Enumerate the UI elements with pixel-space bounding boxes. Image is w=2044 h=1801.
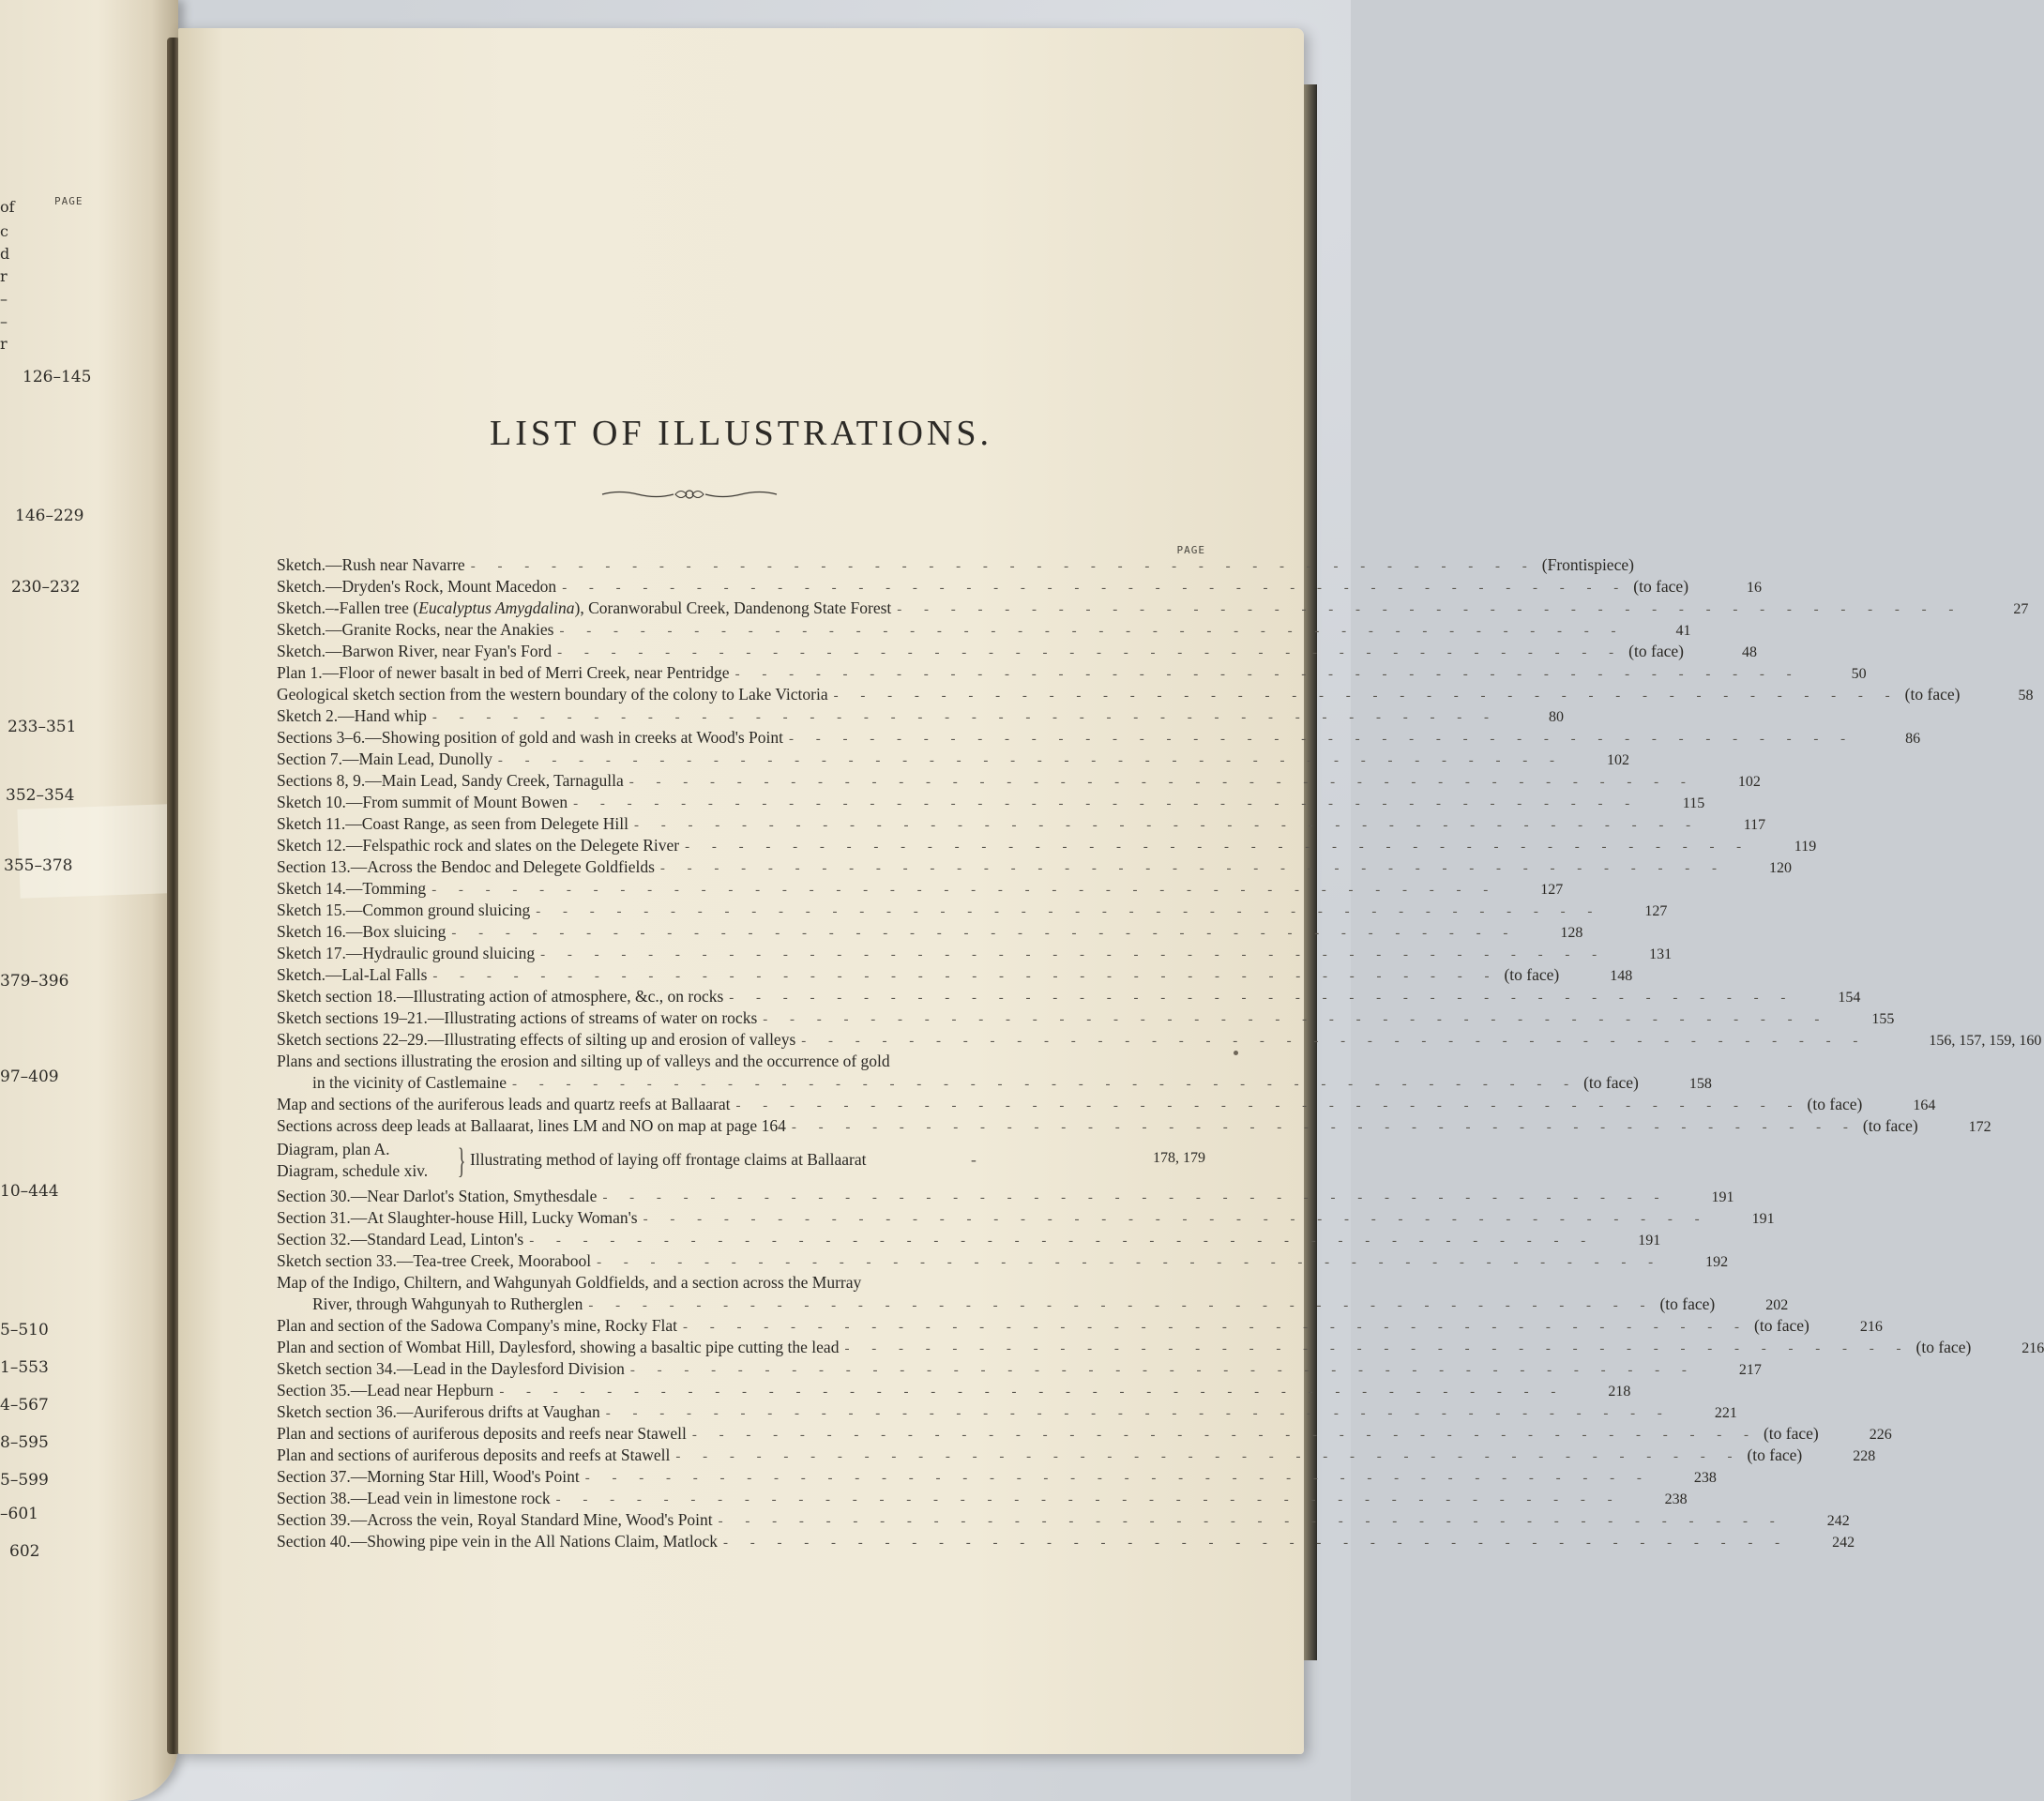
entry-page-number: 80: [1548, 709, 1564, 725]
left-page-range: 230–232: [11, 578, 81, 597]
left-page-range: 8–595: [0, 1433, 49, 1452]
illustration-entry: [277, 1424, 1892, 1445]
entry-page-number: 131: [1649, 946, 1673, 962]
illustration-entry: [277, 1445, 1876, 1467]
entry-label: Sketch 14.—Tomming: [277, 879, 427, 898]
leader-dots: -: [971, 1150, 977, 1169]
illustration-entry: [277, 555, 1634, 577]
entry-label: Plan and sections of auriferous deposits and reefs near Stawell: [277, 1424, 687, 1443]
page-column-header: PAGE: [1176, 544, 1205, 556]
left-page-range: 4–567: [0, 1396, 49, 1415]
page-title: LIST OF ILLUSTRATIONS.: [490, 414, 992, 454]
leader-dots: - - - - - - - - - - - - - - - - - - - - - - - - - - - - - - - - - - - - - - - -: [675, 1449, 1742, 1464]
entry-page-number: 117: [1743, 817, 1766, 833]
entry-page-number: 238: [1693, 1470, 1717, 1486]
entry-page-number: 16: [1747, 580, 1763, 596]
leader-dots: - - - - - - - - - - - - - - - - - - - - - - - - - - - - - - - - - - - - - - - -: [735, 1098, 1802, 1113]
leader-dots: - - - - - - - - - - - - - - - - - - - - - - - - - - - - - - - - - - - - - - - -: [634, 818, 1701, 833]
leader-dots: - - - - - - - - - - - - - - - - - - - - - - - - - - - - - - - - - - - - - - - -: [559, 624, 1626, 639]
illustration-entry: [277, 1381, 1631, 1402]
leader-dots: - - - - - - - - - - - - - - - - - - - - - - - - - - - - - - - - - - - - - - - -: [763, 1012, 1829, 1027]
illustration-entry: [277, 1316, 1883, 1338]
leader-dots: - - - - - - - - - - - - - - - - - - - - - - - - - - - - - - - - - - - - - - - -: [451, 926, 1518, 941]
leader-dots: - - - - - - - - - - - - - - - - - - - - - - - - - - - - - - - - - - - - - - - -: [432, 883, 1498, 898]
leader-dots: - - - - - - - - - - - - - - - - - - - - - - - - - - - - - - - - - - - - - - - -: [529, 1233, 1596, 1249]
entry-page-number: 102: [1606, 752, 1629, 768]
leader-dots: - - - - - - - - - - - - - - - - - - - - - - - - - - - - - - - - - - - - - - - -: [499, 1385, 1566, 1400]
illustration-entry: [277, 1230, 1661, 1251]
illustration-entry: [277, 685, 2034, 706]
entry-label: Sketch 11.—Coast Range, as seen from Delegete Hill: [277, 814, 629, 833]
illustration-entry: [277, 1532, 1855, 1553]
left-page-header: PAGE: [54, 195, 83, 207]
leader-dots: - - - - - - - - - - - - - - - - - - - - - - - - - - - - - - - - - - - - - - - -: [628, 775, 1695, 790]
entry-note: (to face): [1807, 1095, 1863, 1113]
illustration-entry: [277, 1489, 1688, 1510]
diagram-line: Diagram, plan A.: [277, 1140, 390, 1158]
paper-blemish: [1234, 1051, 1238, 1055]
entry-label: [277, 598, 891, 618]
entry-page-number: 202: [1765, 1297, 1789, 1313]
illustration-entry: [277, 1095, 1936, 1116]
leader-dots: - - - - - - - - - - - - - - - - - - - - - - - - - - - - - - - - - - - - - - - -: [691, 1428, 1758, 1443]
leader-dots: - - - - - - - - - - - - - - - - - - - - - - - - - - - - - - - - - - - - - - - -: [685, 840, 1751, 855]
illustration-entry: [277, 749, 1629, 771]
illustration-entry: [277, 922, 1583, 944]
entry-page-number: 58: [2018, 688, 2034, 704]
illustration-entry: [277, 944, 1673, 965]
entry-label: Sketch section 18.—Illustrating action of atmosphere, &c., on rocks: [277, 987, 724, 1006]
entry-note: (to face): [1504, 965, 1560, 984]
illustration-entry: [277, 663, 1867, 685]
entry-page-number: 155: [1871, 1011, 1895, 1027]
entry-page-number: 172: [1968, 1119, 1991, 1135]
leader-dots: - - - - - - - - - - - - - - - - - - - - - - - - - - - - - - - - - - - - - - - -: [789, 732, 1855, 747]
leader-dots: - - - - - - - - - - - - - - - - - - - - - - - - - - - - - - - - - - - - - - - -: [844, 1341, 1911, 1356]
illustration-entry: [277, 1251, 1729, 1273]
illustration-entry: [277, 793, 1705, 814]
entry-page-number: 221: [1714, 1405, 1737, 1421]
illustration-entry: [277, 900, 1668, 922]
entry-page-number: 102: [1737, 774, 1761, 790]
entry-page-number: 119: [1794, 839, 1817, 855]
leader-dots: - - - - - - - - - - - - - - - - - - - - - - - - - - - - - - - - - - - - - - - -: [432, 969, 1499, 984]
leader-dots: - - - - - - - - - - - - - - - - - - - - - - - - - - - - - - - - - - - - - - - -: [833, 689, 1900, 704]
entry-page-number: 128: [1560, 925, 1583, 941]
entry-note: (to face): [1754, 1316, 1809, 1335]
entry-page-number: 217: [1738, 1362, 1762, 1378]
illustration-entry: [277, 1273, 1205, 1294]
entry-label: Plan and section of the Sadowa Company's mine, Rocky Flat: [277, 1316, 677, 1335]
right-page: [178, 28, 2044, 1754]
entry-label: in the vicinity of Castlemaine: [312, 1073, 507, 1092]
leader-dots: - - - - - - - - - - - - - - - - - - - - - - - - - - - - - - - - - - - - - - - -: [432, 710, 1498, 725]
entry-label-part: Sketch.–-Fallen tree (: [277, 598, 419, 617]
left-page-range: 233–351: [8, 718, 77, 736]
entry-page-number: 41: [1675, 623, 1691, 639]
entry-note: (to face): [1628, 642, 1684, 660]
illustration-entry: [277, 728, 1921, 749]
entry-page-number: 191: [1751, 1211, 1775, 1227]
illustration-entry: [277, 1187, 1734, 1208]
leader-dots: - - - - - - - - - - - - - - - - - - - - - - - - - - - - - - - - - - - - - - - -: [897, 602, 1963, 617]
entry-page-number: 127: [1644, 903, 1668, 919]
entry-page-number: 192: [1705, 1254, 1729, 1270]
illustration-entry: [277, 1467, 1717, 1489]
illustration-entry: [277, 706, 1564, 728]
entry-page-number: 178, 179: [1153, 1150, 1205, 1166]
entry-page-number: 120: [1768, 860, 1792, 876]
entry-page-number: 238: [1664, 1491, 1688, 1507]
entry-label: Geological sketch section from the western boundary of the colony to Lake Victoria: [277, 685, 828, 704]
leader-dots: - - - - - - - - - - - - - - - - - - - - - - - - - - - - - - - - - - - - - - - -: [659, 861, 1726, 876]
entry-page-number: 164: [1913, 1097, 1936, 1113]
entry-label: Section 37.—Morning Star Hill, Wood's Point: [277, 1467, 580, 1486]
entry-note: (to face): [1633, 577, 1689, 596]
entry-label: Sketch.—Rush near Navarre: [277, 555, 465, 574]
left-page-range: 352–354: [6, 786, 75, 805]
entry-label: Map of the Indigo, Chiltern, and Wahgunyah Goldfields, and a section across the Murray: [277, 1273, 862, 1292]
entry-note: (to face): [1659, 1294, 1716, 1313]
leader-dots: - - - - - - - - - - - - - - - - - - - - - - - - - - - - - - - - - - - - - - - -: [540, 947, 1607, 962]
entry-page-number: 86: [1905, 731, 1921, 747]
entry-page-number: 226: [1869, 1427, 1892, 1443]
leader-dots: - - - - - - - - - - - - - - - - - - - - - - - - - - - - - - - - - - - - - - - -: [573, 796, 1640, 811]
left-fragment: r: [0, 335, 8, 353]
illustration-entry: [277, 1073, 1712, 1095]
illustration-entry: [277, 1402, 1737, 1424]
leader-dots: - - - - - - - - - - - - - - - - - - - - - - - - - - - - - - - - - - - - - - - -: [562, 581, 1628, 596]
entry-note: (to face): [1763, 1424, 1819, 1443]
illustration-entry: [277, 1338, 2044, 1359]
left-page-range: 5–599: [0, 1471, 49, 1490]
entry-page-number: 50: [1851, 666, 1867, 682]
entry-note: (Frontispiece): [1541, 555, 1634, 574]
entry-note: (to face): [1583, 1073, 1639, 1092]
left-page-range: 126–145: [23, 368, 92, 386]
entry-page-number: 218: [1608, 1384, 1631, 1400]
entry-label: Sketch.—Barwon River, near Fyan's Ford: [277, 642, 553, 660]
entry-page-number: 216: [2021, 1340, 2044, 1356]
entry-page-number: 191: [1638, 1233, 1661, 1249]
leader-dots: - - - - - - - - - - - - - - - - - - - - - - - - - - - - - - - - - - - - - - - -: [588, 1298, 1655, 1313]
entry-label: Section 35.—Lead near Hepburn: [277, 1381, 494, 1400]
entry-label: Section 31.—At Slaughter-house Hill, Lucky Woman's: [277, 1208, 638, 1227]
leader-dots: - - - - - - - - - - - - - - - - - - - - - - - - - - - - - - - - - - - - - - - -: [682, 1320, 1749, 1335]
illustration-entry: [277, 771, 1761, 793]
entry-page-number: 127: [1540, 882, 1564, 898]
left-page-range: 10–444: [0, 1182, 59, 1201]
left-page-range: 355–378: [4, 856, 73, 875]
entry-note: (to face): [1904, 685, 1961, 704]
left-page-range: 5–510: [0, 1321, 49, 1339]
entry-label: Map and sections of the auriferous leads and quartz reefs at Ballaarat: [277, 1095, 731, 1113]
entry-label: Sketch.—Lal-Lal Falls: [277, 965, 428, 984]
entry-label: Sketch sections 22–29.—Illustrating effects of silting up and erosion of valleys: [277, 1030, 796, 1049]
entry-label: Sections 3–6.—Showing position of gold and wash in creeks at Wood's Point: [277, 728, 784, 747]
leader-dots: - - - - - - - - - - - - - - - - - - - - - - - - - - - - - - - - - - - - - - - -: [584, 1471, 1651, 1486]
entry-label: Section 38.—Lead vein in limestone rock: [277, 1489, 551, 1507]
entry-label: Section 30.—Near Darlot's Station, Smythesdale: [277, 1187, 598, 1205]
illustration-entry: [277, 1052, 1205, 1073]
entry-page-number: 158: [1688, 1076, 1712, 1092]
leader-dots: - - - - - - - - - - - - - - - - - - - - - - - - - - - - - - - - - - - - - - - -: [605, 1406, 1672, 1421]
entry-label: Sketch 10.—From summit of Mount Bowen: [277, 793, 568, 811]
entry-page-number: 216: [1859, 1319, 1883, 1335]
illustration-entry: [277, 1359, 1762, 1381]
entry-label: Sketch 12.—Felspathic rock and slates on the Delegete River: [277, 836, 680, 855]
left-page-range: 379–396: [0, 972, 69, 991]
entry-label: River, through Wahgunyah to Rutherglen: [312, 1294, 583, 1313]
entry-label: Sections across deep leads at Ballaarat, lines LM and NO on map at page 164: [277, 1116, 786, 1135]
left-fragment: c: [0, 222, 8, 240]
entry-page-number: 115: [1682, 795, 1705, 811]
illustration-entry: [277, 642, 1757, 663]
entry-note: (to face): [1915, 1338, 1972, 1356]
illustration-entry: [277, 965, 1633, 987]
entry-label: Plans and sections illustrating the erosion and silting up of valleys and the occurrence of gold: [277, 1052, 890, 1070]
entry-label: Sketch section 34.—Lead in the Daylesford Division: [277, 1359, 625, 1378]
illustration-entry: [277, 814, 1766, 836]
leader-dots: - - - - - - - - - - - - - - - - - - - - - - - - - - - - - - - - - - - - - - - -: [729, 991, 1795, 1006]
entry-label: Sketch 17.—Hydraulic ground sluicing: [277, 944, 536, 962]
entry-page-number: 148: [1610, 968, 1633, 984]
leader-dots: - - - - - - - - - - - - - - - - - - - - - - - - - - - - - - - - - - - - - - - -: [555, 1492, 1622, 1507]
entry-note: (to face): [1862, 1116, 1918, 1135]
illustration-entry: [277, 1030, 2042, 1052]
leader-dots: - - - - - - - - - - - - - - - - - - - - - - - - - - - - - - - - - - - - - - - -: [470, 559, 1537, 574]
leader-dots: - - - - - - - - - - - - - - - - - - - - - - - - - - - - - - - - - - - - - - - -: [557, 645, 1624, 660]
entry-page-number: 27: [2013, 601, 2029, 617]
entry-page-number: 191: [1711, 1189, 1734, 1205]
entry-label: Sketch.—Dryden's Rock, Mount Macedon: [277, 577, 557, 596]
entry-page-number: 242: [1832, 1535, 1855, 1551]
diagram-description: Illustrating method of laying off frontage claims at Ballaarat: [470, 1150, 867, 1169]
entry-label: Sketch sections 19–21.—Illustrating actions of streams of water on rocks: [277, 1008, 758, 1027]
illustration-entry: [277, 1208, 1775, 1230]
left-page: [0, 0, 178, 1801]
diagram-group-entry: [277, 1140, 1205, 1183]
left-fragment: d: [0, 245, 10, 263]
entry-label: Sketch 16.—Box sluicing: [277, 922, 447, 941]
left-fragment: –: [0, 290, 8, 308]
entry-label: Section 40.—Showing pipe vein in the All Nations Claim, Matlock: [277, 1532, 719, 1551]
entry-label: Sketch section 36.—Auriferous drifts at Vaughan: [277, 1402, 600, 1421]
entry-label: Sections 8, 9.—Main Lead, Sandy Creek, Tarnagulla: [277, 771, 624, 790]
illustration-entry: [277, 1294, 1789, 1316]
illustration-entry: [277, 598, 2029, 620]
entry-page-number: 154: [1838, 990, 1861, 1006]
leader-dots: - - - - - - - - - - - - - - - - - - - - - - - - - - - - - - - - - - - - - - - -: [536, 904, 1602, 919]
illustration-entry: [277, 836, 1817, 857]
brace-symbol: }: [458, 1142, 466, 1181]
entry-label: Sketch section 33.—Tea-tree Creek, Moorabool: [277, 1251, 592, 1270]
entry-label: Section 32.—Standard Lead, Linton's: [277, 1230, 524, 1249]
left-page-range: 97–409: [0, 1067, 59, 1086]
entry-label: Sketch 15.—Common ground sluicing: [277, 900, 531, 919]
left-page-range: 146–229: [15, 507, 84, 525]
left-fragment: r: [0, 267, 8, 285]
entry-label-part: ), Coranworabul Creek, Dandenong State Forest: [574, 598, 892, 617]
leader-dots: - - - - - - - - - - - - - - - - - - - - - - - - - - - - - - - - - - - - - - - -: [597, 1255, 1663, 1270]
entry-label: Sketch 2.—Hand whip: [277, 706, 427, 725]
entry-label: Section 39.—Across the vein, Royal Standard Mine, Wood's Point: [277, 1510, 713, 1529]
illustration-entry: [277, 1116, 1991, 1138]
illustration-entry: [277, 857, 1792, 879]
diagram-line: Diagram, schedule xiv.: [277, 1161, 429, 1180]
entry-label: Plan and sections of auriferous deposits and reefs at Stawell: [277, 1445, 671, 1464]
entry-label: Section 7.—Main Lead, Dunolly: [277, 749, 492, 768]
left-fragment: –: [0, 312, 8, 330]
leader-dots: - - - - - - - - - - - - - - - - - - - - - - - - - - - - - - - - - - - - - - - -: [723, 1536, 1790, 1551]
left-fragment: of: [0, 198, 15, 216]
leader-dots: - - - - - - - - - - - - - - - - - - - - - - - - - - - - - - - - - - - - - - - -: [734, 667, 1801, 682]
leader-dots: - - - - - - - - - - - - - - - - - - - - - - - - - - - - - - - - - - - - - - - -: [497, 753, 1564, 768]
entry-page-number: 156, 157, 159, 160: [1929, 1033, 2042, 1049]
left-page-range: 1–553: [0, 1358, 49, 1377]
left-page-range: 602: [9, 1542, 40, 1561]
left-page-range: –601: [0, 1505, 38, 1523]
entry-label: Plan 1.—Floor of newer basalt in bed of Merri Creek, near Pentridge: [277, 663, 730, 682]
entry-page-number: 228: [1853, 1448, 1876, 1464]
ornament-divider: [600, 484, 779, 505]
tape-strip: [17, 804, 170, 899]
entry-label: Plan and section of Wombat Hill, Daylesford, showing a basaltic pipe cutting the lead: [277, 1338, 840, 1356]
entry-note: (to face): [1747, 1445, 1803, 1464]
entry-page-number: 242: [1826, 1513, 1850, 1529]
leader-dots: - - - - - - - - - - - - - - - - - - - - - - - - - - - - - - - - - - - - - - - -: [602, 1190, 1669, 1205]
entry-label: Sketch.—Granite Rocks, near the Anakies: [277, 620, 554, 639]
illustration-entry: [277, 879, 1564, 900]
illustration-entry: [277, 620, 1691, 642]
leader-dots: - - - - - - - - - - - - - - - - - - - - - - - - - - - - - - - - - - - - - - - -: [791, 1120, 1857, 1135]
leader-dots: - - - - - - - - - - - - - - - - - - - - - - - - - - - - - - - - - - - - - - - -: [718, 1514, 1784, 1529]
illustration-entry: [277, 577, 1763, 598]
leader-dots: - - - - - - - - - - - - - - - - - - - - - - - - - - - - - - - - - - - - - - - -: [512, 1077, 1579, 1092]
leader-dots: - - - - - - - - - - - - - - - - - - - - - - - - - - - - - - - - - - - - - - - -: [801, 1034, 1868, 1049]
entry-page-number: 48: [1741, 644, 1757, 660]
illustration-entry: [277, 987, 1861, 1008]
leader-dots: - - - - - - - - - - - - - - - - - - - - - - - - - - - - - - - - - - - - - - - -: [629, 1363, 1696, 1378]
illustration-entry: [277, 1510, 1850, 1532]
entry-label: Section 13.—Across the Bendoc and Delegete Goldfields: [277, 857, 655, 876]
leader-dots: - - - - - - - - - - - - - - - - - - - - - - - - - - - - - - - - - - - - - - - -: [643, 1212, 1709, 1227]
entry-label-italic: Eucalyptus Amygdalina: [418, 598, 575, 617]
illustration-entry: [277, 1008, 1895, 1030]
